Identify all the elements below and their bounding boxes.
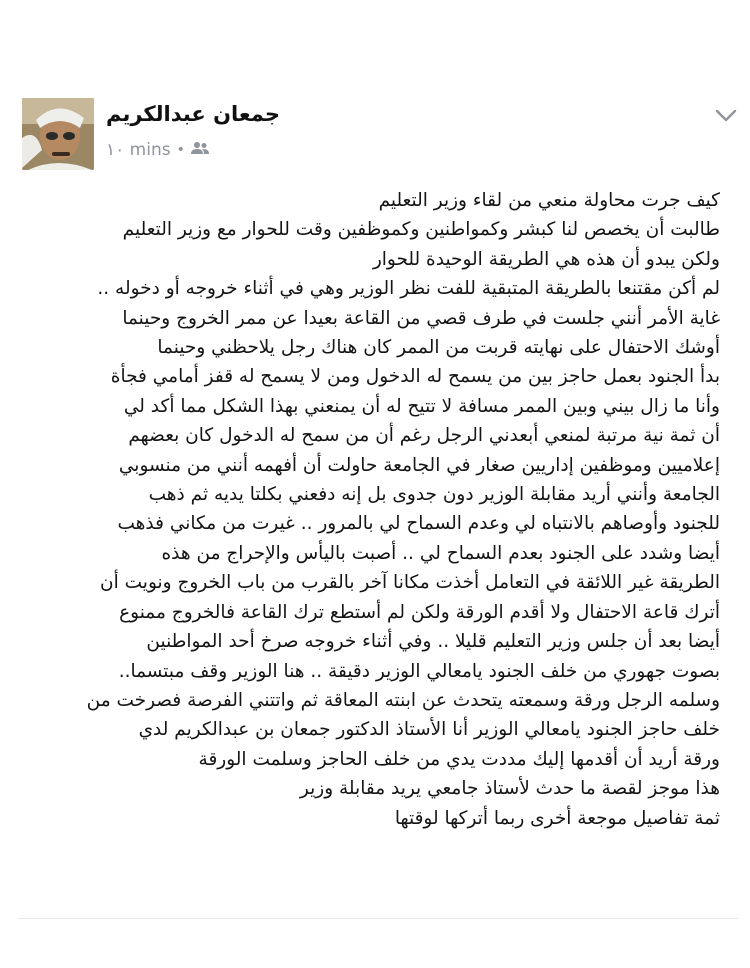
post-text-line: إعلاميين وموظفين إداريين صغار في الجامعة حاولت أن أفهمه أنني من منسوبي bbox=[118, 454, 720, 476]
divider bbox=[18, 918, 738, 919]
avatar[interactable] bbox=[22, 98, 94, 170]
meta-separator: • bbox=[176, 142, 185, 158]
facebook-post bbox=[18, 90, 748, 920]
post-header bbox=[18, 90, 748, 180]
post-text-line: للجنود وأوصاهم بالانتباه لي وعدم السماح لي بالمرور .. غيرت من مكاني فذهب bbox=[117, 513, 720, 535]
post-text-line: أيضا بعد أن جلس وزير التعليم قليلا .. وفي أثناء خروجه صرخ أحد المواطنين bbox=[146, 631, 720, 653]
post-text-line: الجامعة وأنني أريد مقابلة الوزير دون جدوى بل إنه دفعني بكلتا يديه ثم ذهب bbox=[148, 484, 720, 506]
post-text-line: بدأ الجنود بعمل حاجز بين من يسمح له الدخول ومن لا يسمح له قفز أمامي فجأة bbox=[110, 366, 720, 388]
post-text-line: بصوت جهوري من خلف الجنود يامعالي الوزير دقيقة .. هنا الوزير وقف مبتسما.. bbox=[118, 660, 720, 682]
post-text-line: الطريقة غير اللائقة في التعامل أخذت مكانا آخر بالقرب من باب الخروج ونويت أن bbox=[100, 572, 720, 594]
post-text bbox=[18, 186, 720, 833]
post-text-line: وأنا ما زال بيني وبين الممر مسافة لا تتيح له أن يمنعني بهذا الشكل مما أكد لي bbox=[123, 395, 720, 417]
post-text-line: أوشك الاحتفال على نهايته قربت من الممر كان هناك رجل يلاحظني وحينما bbox=[157, 337, 720, 359]
post-text-line: أن ثمة نية مرتبة لمنعي أبعدني الرجل رغم أن من سمح له الدخول كان بعضهم bbox=[128, 425, 720, 447]
post-meta bbox=[106, 140, 209, 160]
post-timestamp[interactable]: ١٠ mins bbox=[106, 140, 171, 160]
post-text-line: أترك قاعة الاحتفال ولا أقدم الورقة ولكن لم أستطع ترك القاعة فالخروج ممنوع bbox=[119, 601, 720, 623]
post-text-line: ولكن يبدو أن هذه هي الطريقة الوحيدة للحوار bbox=[372, 248, 720, 270]
author-name[interactable]: جمعان عبدالكريم bbox=[106, 102, 280, 126]
post-text-line: هذا موجز لقصة ما حدث لأستاذ جامعي يريد مقابلة وزير bbox=[299, 778, 720, 800]
post-text-line: لم أكن مقتنعا بالطريقة المتبقية للفت نظر الوزير وهي في أثناء خروجه أو دخوله .. bbox=[97, 278, 720, 300]
close-icon[interactable] bbox=[686, 0, 720, 16]
post-text-line: طالبت أن يخصص لنا كبشر وكمواطنين وكموظفين وقت للحوار مع وزير التعليم bbox=[122, 219, 720, 241]
post-text-line: خلف حاجز الجنود يامعالي الوزير أنا الأستاذ الدكتور جمعان بن عبدالكريم لدي bbox=[138, 719, 720, 741]
post-text-line: وسلمه الرجل ورقة وسمعته يتحدث عن ابنته المعاقة ثم واتتني الفرصة فصرخت من bbox=[86, 689, 720, 711]
post-text-line: كيف جرت محاولة منعي من لقاء وزير التعليم bbox=[378, 190, 720, 211]
post-text-line: أيضا وشدد على الجنود بعدم السماح لي .. أصبت باليأس والإحراج من هذه bbox=[161, 542, 720, 564]
chevron-down-icon[interactable] bbox=[714, 108, 738, 124]
post-text-line: ثمة تفاصيل موجعة أخرى ربما أتركها لوقتها bbox=[394, 807, 720, 829]
friends-icon[interactable] bbox=[191, 140, 209, 160]
post-text-line: ورقة أريد أن أقدمها إليك مددت يدي من خلف الحاجز وسلمت الورقة bbox=[198, 748, 720, 770]
post-text-line: غاية الأمر أنني جلست في طرف قصي من القاعة بعيدا عن ممر الخروج وحينما bbox=[122, 307, 720, 329]
